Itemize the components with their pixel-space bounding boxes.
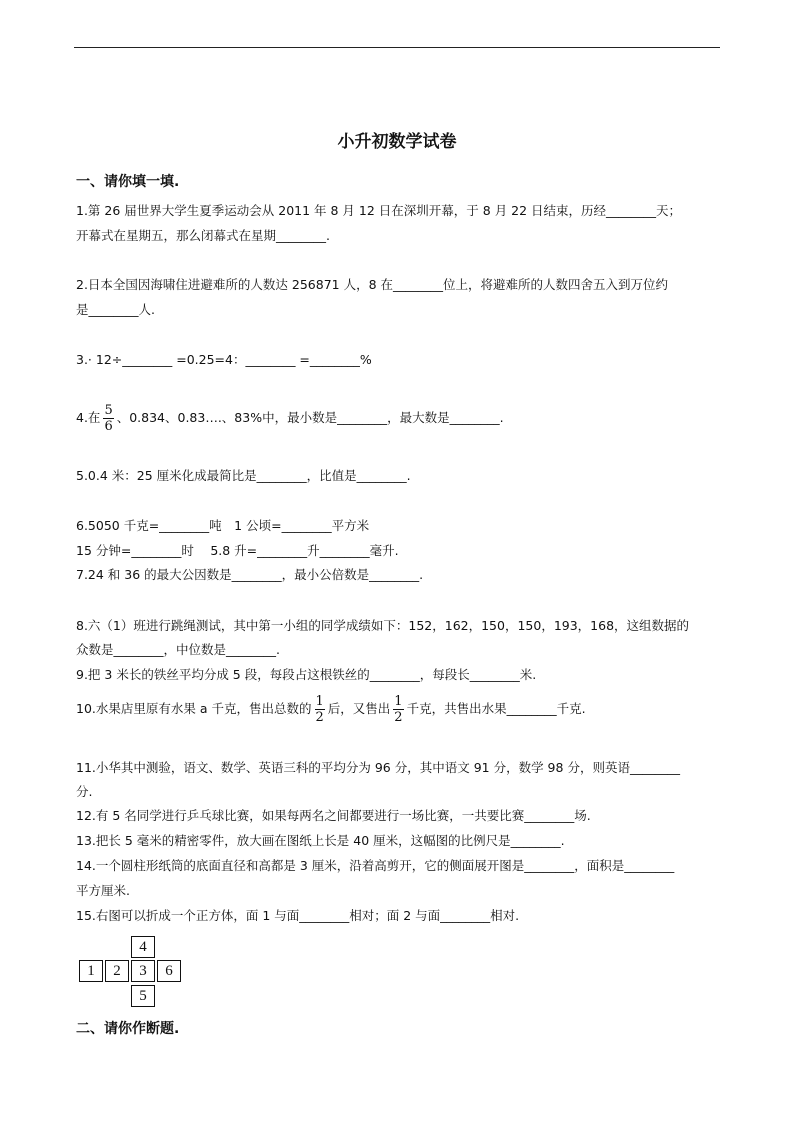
question-14-line-2: 平方厘米. <box>76 883 130 898</box>
section-heading-true-false: 二、请你作断题. <box>76 1021 180 1037</box>
question-3: 3.· 12÷________ =0.25=4：________ =________% <box>76 352 372 367</box>
question-8-line-2: 众数是________，中位数是________. <box>76 642 280 657</box>
fraction-one-half-b <box>393 695 403 724</box>
section-heading-fill-in: 一、请你填一填. <box>76 174 180 190</box>
cube-face-3: 3 <box>131 960 155 982</box>
fraction-one-half-a <box>315 695 325 724</box>
page-title: 小升初数学试卷 <box>337 132 457 152</box>
question-10-prefix: 10.水果店里原有水果 a 千克，售出总数的 <box>76 701 312 716</box>
question-10 <box>76 692 586 726</box>
question-12: 12.有 5 名同学进行乒乓球比赛，如果每两名之间都要进行一场比赛，一共要比赛________场. <box>76 808 591 823</box>
question-4 <box>76 401 504 435</box>
cube-face-6: 6 <box>157 960 181 982</box>
question-15: 15.右图可以折成一个正方体，面 1 与面________相对；面 2 与面________相对. <box>76 908 520 923</box>
fraction-numerator: 5 <box>104 403 113 418</box>
fraction-five-sixths <box>103 404 113 433</box>
question-8-line-1: 8.六（1）班进行跳绳测试，其中第一小组的同学成绩如下：152，162，150，150，193，168，这组数据的 <box>76 618 690 633</box>
question-11-line-1: 11.小华其中测验，语文、数学、英语三科的平均分为 96 分，其中语文 91 分，数学 98 分，则英语________ <box>76 760 680 775</box>
fraction-denominator: 6 <box>104 419 113 434</box>
fraction-numerator: 1 <box>394 694 403 709</box>
question-13: 13.把长 5 毫米的精密零件，放大画在图纸上长是 40 厘米，这幅图的比例尺是________. <box>76 833 565 848</box>
question-2-line-2: 是________人. <box>76 302 155 317</box>
question-14-line-1: 14.一个圆柱形纸筒的底面直径和高都是 3 厘米，沿着高剪开，它的侧面展开图是________，面积是________ <box>76 858 675 873</box>
cube-face-2: 2 <box>105 960 129 982</box>
question-5: 5.0.4 米：25 厘米化成最简比是________，比值是________. <box>76 468 411 483</box>
cube-face-bottom: 5 <box>131 985 155 1007</box>
question-10-middle: 后，又售出 <box>327 701 391 716</box>
question-1-line-2: 开幕式在星期五，那么闭幕式在星期________. <box>76 228 330 243</box>
question-6-line-2: 15 分钟=________时 5.8 升=________升________毫升. <box>76 543 399 558</box>
question-2-line-1: 2.日本全国因海啸住进避难所的人数达 256871 人，8 在________位上，将避难所的人数四舍五入到万位约 <box>76 277 669 292</box>
question-4-prefix: 4.在 <box>76 410 101 425</box>
header-rule <box>74 47 720 48</box>
question-9: 9.把 3 米长的铁丝平均分成 5 段，每段占这根铁丝的________，每段长________米. <box>76 667 537 682</box>
fraction-denominator: 2 <box>315 710 324 725</box>
question-7: 7.24 和 36 的最大公因数是________，最小公倍数是________. <box>76 567 424 582</box>
fraction-denominator: 2 <box>394 710 403 725</box>
cube-face-top: 4 <box>131 936 155 958</box>
question-6-line-1: 6.5050 千克=________吨 1 公顷=________平方米 <box>76 518 370 533</box>
fraction-numerator: 1 <box>315 694 324 709</box>
question-11-line-2: 分. <box>76 784 93 799</box>
cube-net-diagram <box>79 936 183 1010</box>
question-1-line-1: 1.第 26 届世界大学生夏季运动会从 2011 年 8 月 12 日在深圳开幕，于 8 月 22 日结束，历经________天； <box>76 203 682 218</box>
question-10-suffix: 千克，共售出水果________千克. <box>406 701 586 716</box>
cube-face-1: 1 <box>79 960 103 982</box>
question-4-suffix: 、0.834、0.83….、83%中，最小数是________，最大数是________. <box>116 410 504 425</box>
